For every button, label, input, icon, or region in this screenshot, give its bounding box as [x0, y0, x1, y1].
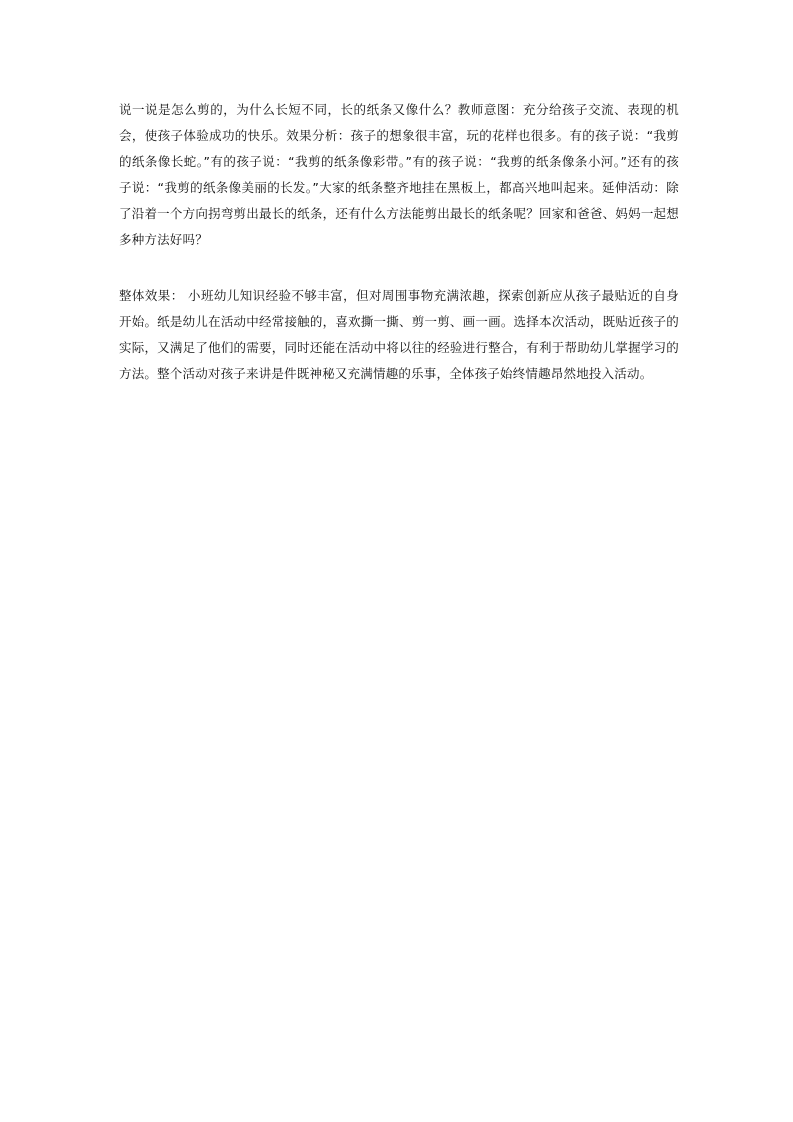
document-body: [119, 97, 679, 387]
paragraph-activity-discussion: 说一说是怎么剪的，为什么长短不同，长的纸条又像什么？教师意图：充分给孩子交流、表现的机会，使孩子体验成功的快乐。效果分析：孩子的想象很丰富，玩的花样也很多。有的孩子说：“我剪的纸条像长蛇。”有的孩子说：“我剪的纸条像彩带。”有的孩子说：“我剪的纸条像条小河。”还有的孩子说：“我剪的纸条像美丽的长发。”大家的纸条整齐地挂在黑板上，都高兴地叫起来。延伸活动：除了沿着一个方向拐弯剪出最长的纸条，还有什么方法能剪出最长的纸条呢？回家和爸爸、妈妈一起想多种方法好吗？: [119, 102, 679, 247]
paragraph-spacer: [119, 253, 679, 283]
paragraph-overall-effect: 整体效果： 小班幼儿知识经验不够丰富，但对周围事物充满浓趣，探索创新应从孩子最贴近的自身开始。纸是幼儿在活动中经常接触的，喜欢撕一撕、剪一剪、画一画。选择本次活动，既贴近孩子的实际，又满足了他们的需要，同时还能在活动中将以往的经验进行整合，有利于帮助幼儿掌握学习的方法。整个活动对孩子来讲是件既神秘又充满情趣的乐事，全体孩子始终情趣昂然地投入活动。: [119, 288, 679, 381]
